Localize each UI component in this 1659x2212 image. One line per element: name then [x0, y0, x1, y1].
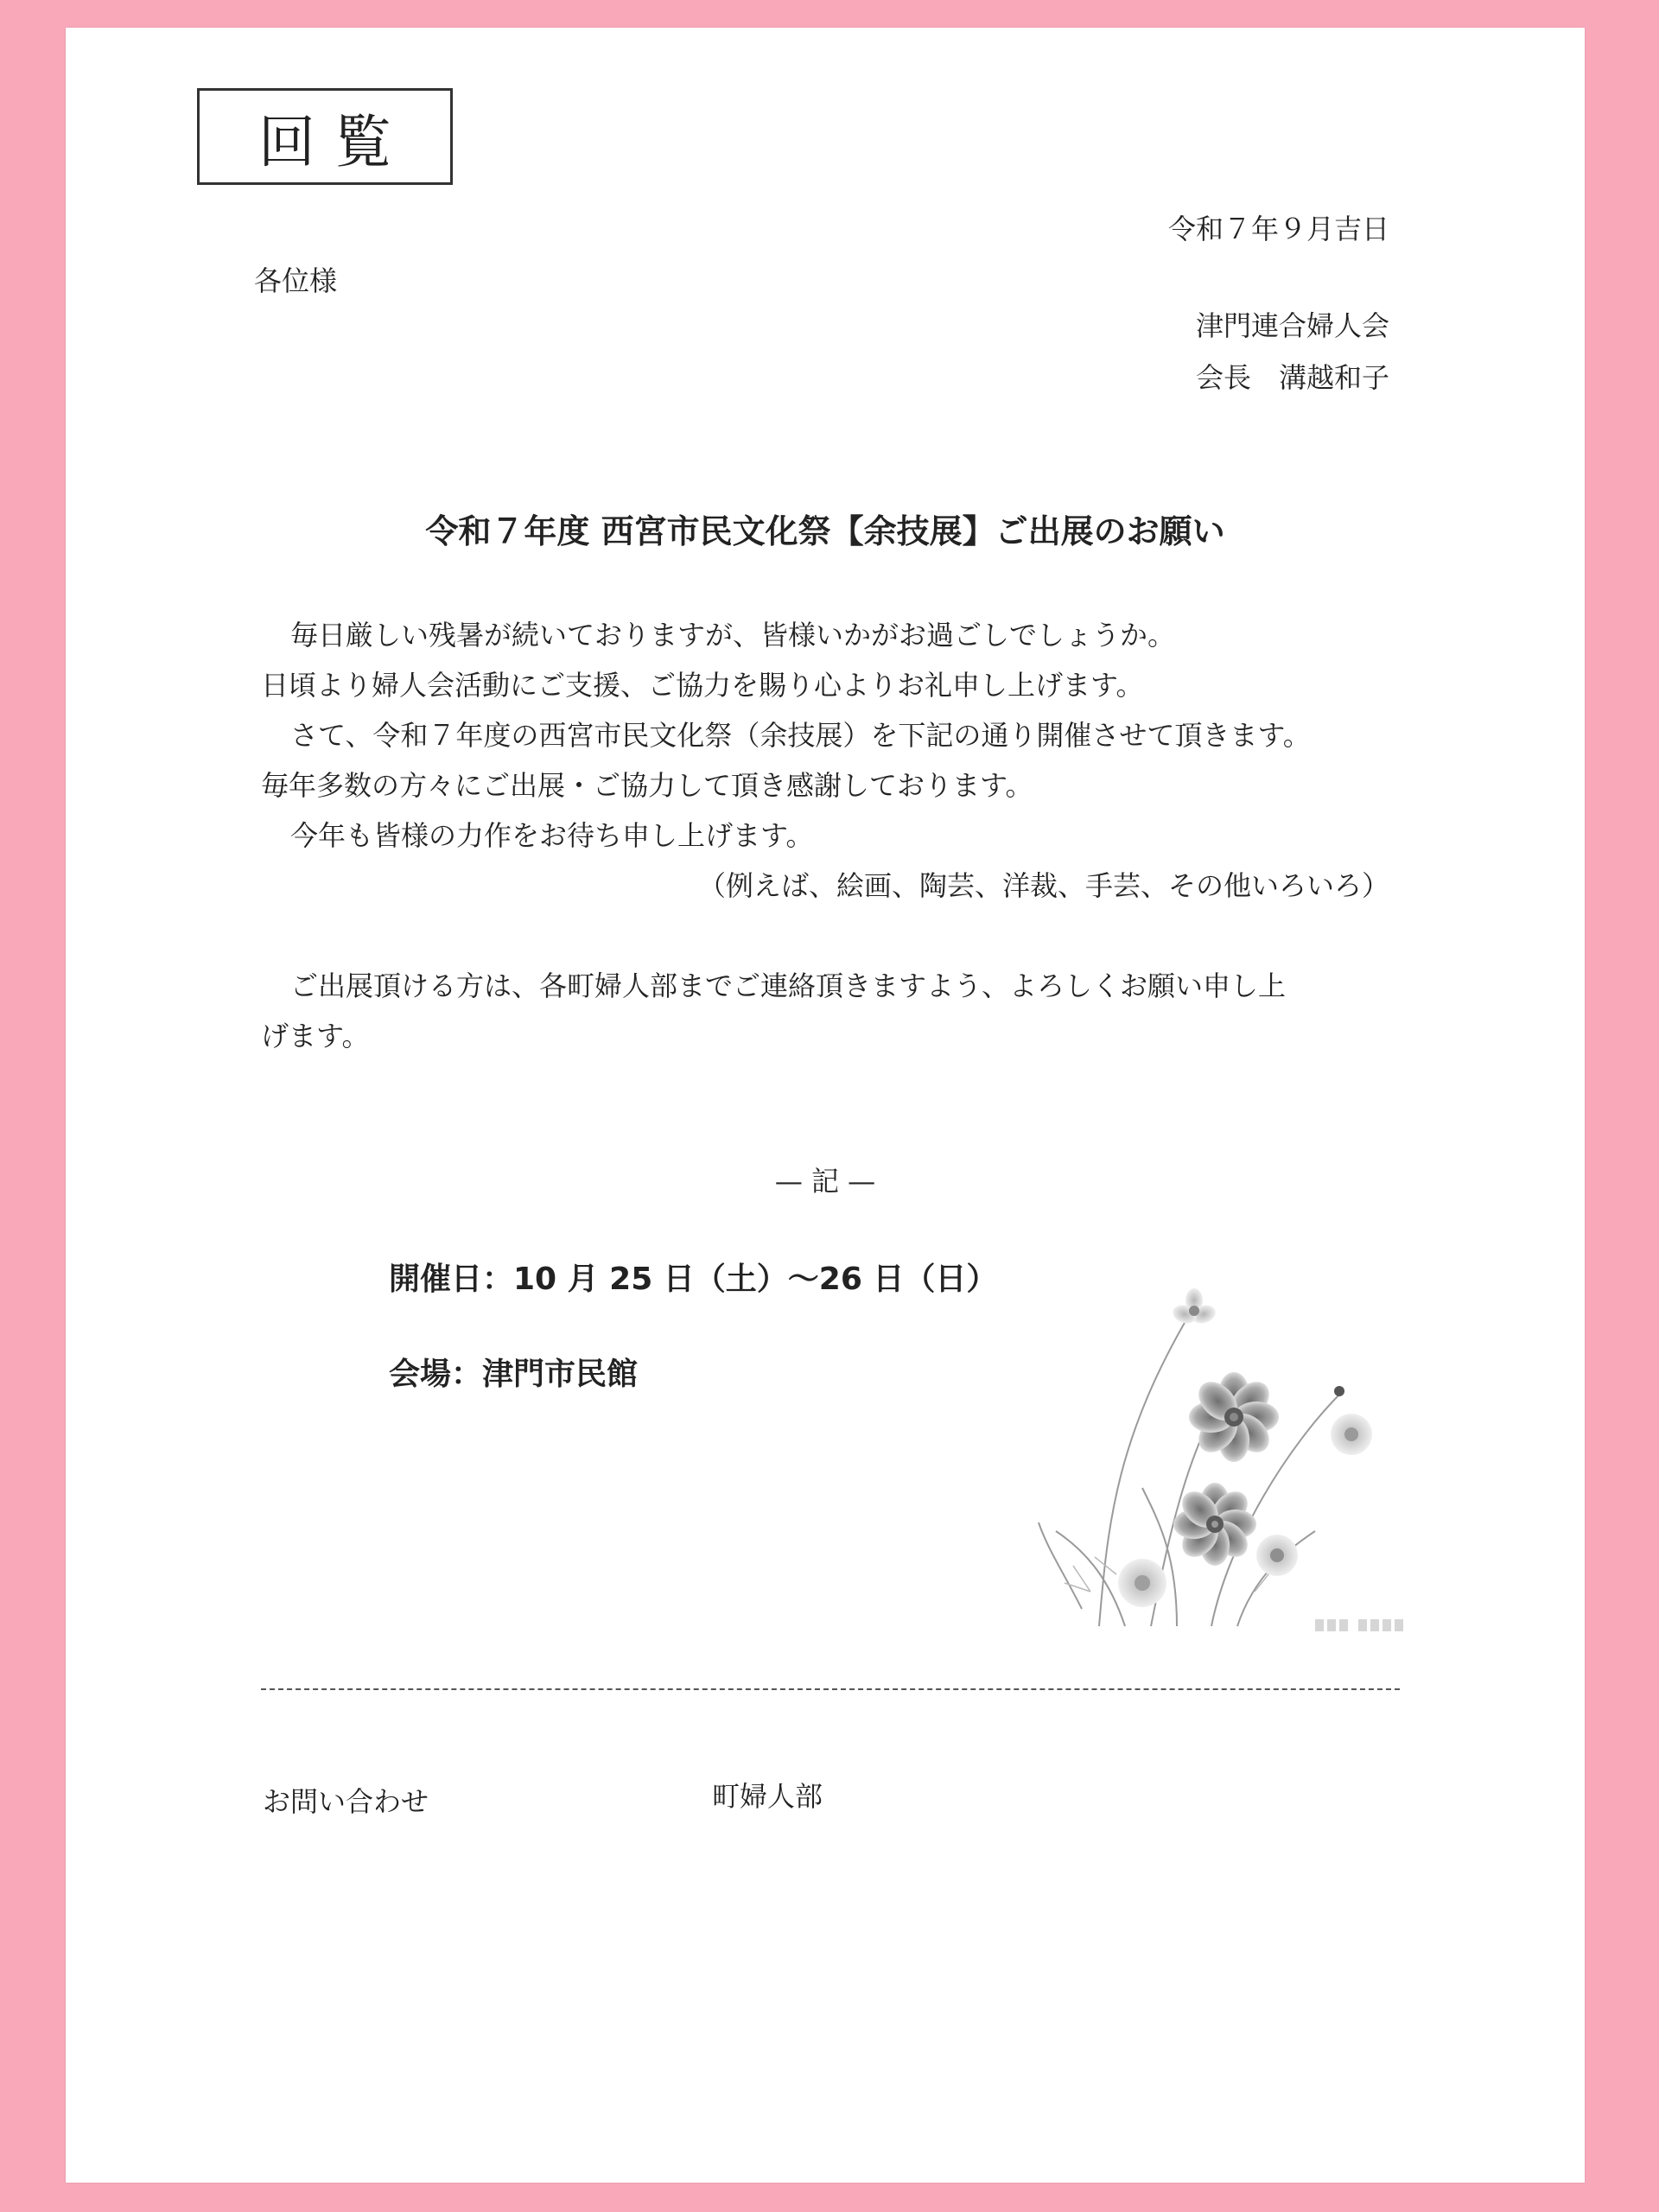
cut-line-divider [261, 1688, 1400, 1690]
event-venue: 会場：津門市民館 [389, 1357, 639, 1392]
request-line: ご出展頂ける方は、各町婦人部までご連絡頂きますよう、よろしくお願い申し上 [290, 969, 1287, 1002]
issue-date: 令和７年９月吉日 [1167, 213, 1389, 245]
body-line: さて、令和７年度の西宮市民文化祭（余技展）を下記の通り開催させて頂きます。 [290, 719, 1311, 752]
circular-document [66, 28, 1585, 2183]
document-title: 令和７年度 西宮市民文化祭【余技展】ご出展のお願い [425, 512, 1225, 550]
body-line: 毎日厳しい残暑が続いておりますが、皆様いかがお過ごしでしょうか。 [290, 619, 1176, 652]
examples-line: （例えば、絵画、陶芸、洋裁、手芸、その他いろいろ） [697, 869, 1389, 902]
body-text [261, 610, 1396, 1061]
sender-name: 会長 溝越和子 [1195, 361, 1389, 394]
cosmos-flower-illustration [1030, 1263, 1419, 1643]
spacer [261, 911, 1396, 961]
ki-heading: — 記 — [774, 1165, 876, 1198]
department-label: 町婦人部 [712, 1780, 823, 1813]
inquiry-label: お問い合わせ [263, 1785, 429, 1818]
body-line: 毎年多数の方々にご出展・ご協力して頂き感謝しております。 [261, 769, 1033, 802]
event-date: 開催日：10 月 25 日（土）～26 日（日） [389, 1262, 998, 1297]
circulation-stamp: 回覧 [197, 88, 453, 185]
sender-organization: 津門連合婦人会 [1195, 309, 1389, 342]
addressee: 各位様 [254, 264, 338, 297]
body-line: 今年も皆様の力作をお待ち申し上げます。 [290, 819, 814, 852]
body-line: 日頃より婦人会活動にご支援、ご協力を賜り心よりお礼申し上げます。 [261, 669, 1144, 702]
request-line: げます。 [261, 1020, 370, 1052]
